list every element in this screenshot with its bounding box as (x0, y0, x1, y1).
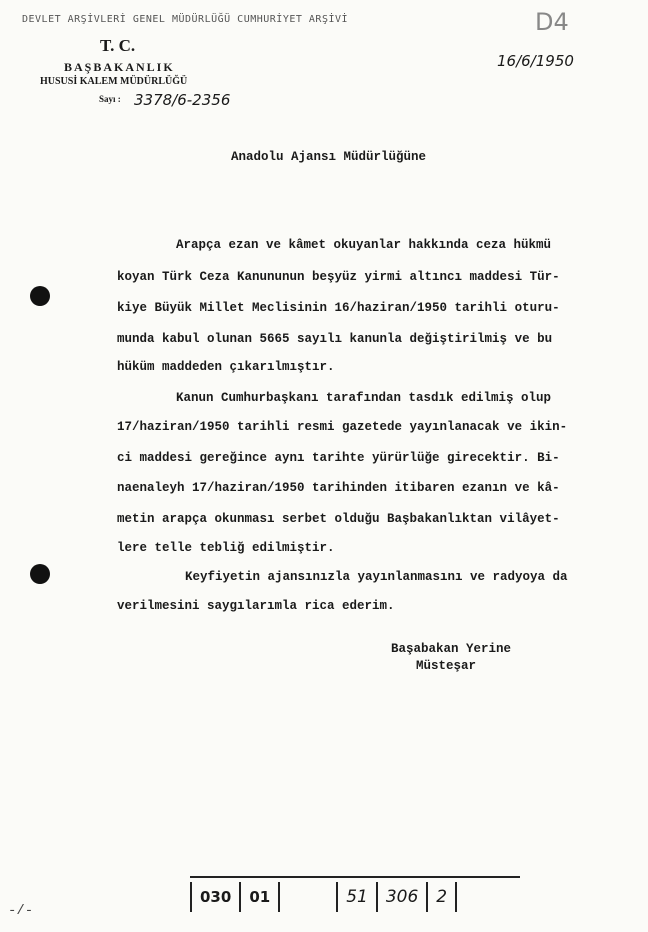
archive-code-strip (190, 876, 520, 916)
reference-label: Sayı : (99, 94, 121, 104)
body-line: Arapça ezan ve kâmet okuyanlar hakkında ceza hükmü (176, 238, 552, 252)
signature-title: Başabakan Yerine (391, 642, 512, 656)
body-line: metin arapça okunması serbet olduğu Başbakanlıktan vilâyet- (117, 512, 560, 526)
body-line: 17/haziran/1950 tarihli resmi gazetede yayınlanacak ve ikin- (117, 420, 568, 434)
signature-role: Müsteşar (416, 659, 477, 673)
punch-hole (30, 286, 50, 306)
archive-code-3: 51 (336, 882, 376, 912)
body-line: Kanun Cumhurbaşkanı tarafından tasdık edilmiş olup (176, 391, 552, 405)
punch-hole (30, 564, 50, 584)
republic-abbreviation: T. C. (100, 36, 136, 55)
body-line: lere telle tebliğ edilmiştir. (117, 541, 335, 555)
archive-code-4: 306 (376, 882, 426, 912)
body-line: Keyfiyetin ajansınızla yayınlanmasını ve radyoya da (185, 570, 568, 584)
body-line: hüküm maddeden çıkarılmıştır. (117, 360, 335, 374)
reference-number: 3378/6-2356 (134, 91, 231, 109)
corner-mark: D4 (535, 8, 569, 36)
body-line: munda kabul olunan 5665 sayılı kanunla değiştirilmiş ve bu (117, 332, 553, 346)
margin-mark: -/- (8, 903, 34, 919)
archive-code-5: 2 (426, 882, 457, 912)
body-line: verilmesini saygılarımla rica ederim. (117, 599, 395, 613)
archive-code-1: 030 (190, 882, 239, 912)
body-line: koyan Türk Ceza Kanununun beşyüz yirmi altıncı maddesi Tür- (117, 270, 560, 284)
ministry-name: BAŞBAKANLIK (64, 60, 175, 74)
archive-stamp: DEVLET ARŞİVLERİ GENEL MÜDÜRLÜĞÜ CUMHURİYET ARŞİVİ (22, 14, 349, 25)
body-line: naenaleyh 17/haziran/1950 tarihinden itibaren ezanın ve kâ- (117, 481, 560, 495)
body-line: kiye Büyük Millet Meclisinin 16/haziran/1950 tarihli oturu- (117, 301, 560, 315)
body-line: ci maddesi gereğince aynı tarihte yürürlüğe girecektir. Bi- (117, 451, 560, 465)
letter-date: 16/6/1950 (497, 52, 574, 70)
office-name: HUSUSİ KALEM MÜDÜRLÜĞÜ (40, 76, 188, 87)
archive-code-2: 01 (239, 882, 278, 912)
archive-code-blank (278, 882, 336, 912)
addressee: Anadolu Ajansı Müdürlüğüne (231, 150, 427, 164)
